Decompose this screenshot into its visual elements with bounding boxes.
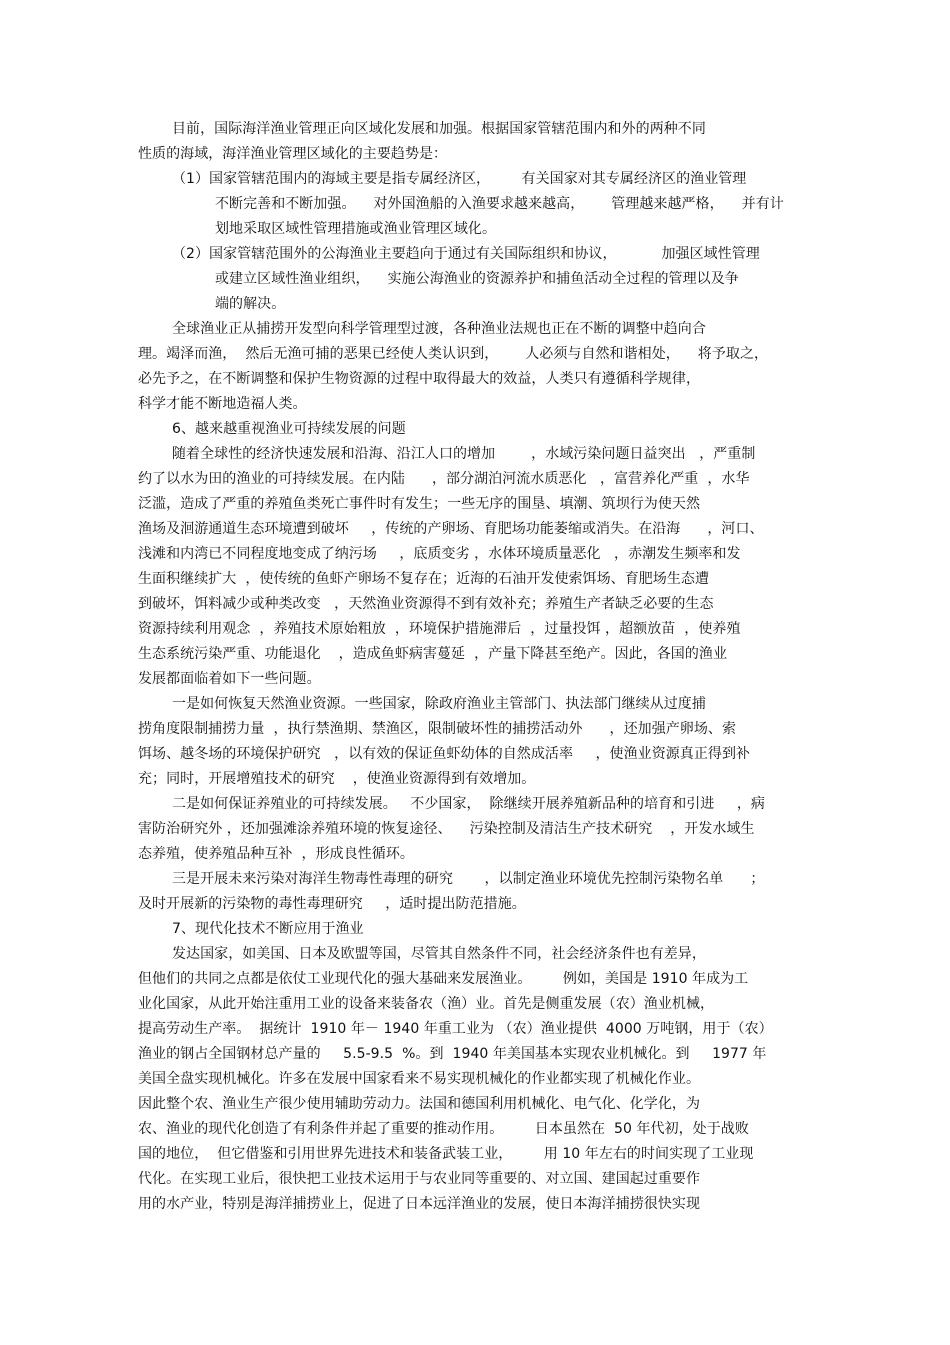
text-line: 农、渔业的现代化创造了有利条件并起了重要的推动作用。 日本虽然在 50 年代初，处于战败 (138, 1121, 749, 1137)
text-line: 渔业的钢占全国钢材总产量的 5.5-9.5 %。到 1940 年美国基本实现农业机械化。到 1977 年 (138, 1046, 767, 1062)
text-line: 但他们的共同之点都是依仗工业现代化的强大基础来发展渔业。 例如，美国是 1910 年成为工 (138, 971, 749, 987)
text-line: 目前，国际海洋渔业管理正向区域化发展和加强。根据国家管辖范围内和外的两种不同 (172, 121, 706, 137)
text-line: 代化。在实现工业后，很快把工业技术运用于与农业同等重要的、对立国、建国起过重要作 (138, 1171, 700, 1187)
text-line: 理。竭泽而渔， 然后无渔可捕的恶果已经使人类认识到， 人必须与自然和谐相处， 将予取之， (138, 346, 769, 362)
text-line: 二是如何保证养殖业的可持续发展。 不少国家， 除继续开展养殖新品种的培育和引进 ，病 (172, 796, 765, 812)
text-line: 态养殖，使养殖品种互补 ，形成良性循环。 (138, 846, 414, 862)
text-line: 发达国家，如美国、日本及欧盟等国，尽管其自然条件不同，社会经济条件也有差异， (172, 946, 706, 962)
text-line: 端的解决。 (215, 296, 286, 312)
text-line: （2）国家管辖范围外的公海渔业主要趋向于通过有关国际组织和协议， 加强区域性管理 (172, 246, 760, 262)
text-line: 发展都面临着如下一些问题。 (138, 671, 321, 687)
text-line: 科学才能不断地造福人类。 (138, 396, 307, 412)
text-line: 生面积继续扩大 ，使传统的鱼虾产卵场不复存在；近海的石油开发使索饵场、育肥场生态遭 (138, 571, 709, 587)
text-line: 渔场及洄游通道生态环境遭到破坏 ，传统的产卵场、育肥场功能萎缩或消失。在沿海 ，河口、 (138, 521, 764, 537)
text-line: 全球渔业正从捕捞开发型向科学管理型过渡，各种渔业法规也正在不断的调整中趋向合 (172, 321, 706, 337)
text-line: 泛滥，造成了严重的养殖鱼类死亡事件时有发生；一些无序的围垦、填潮、筑坝行为使天然 (138, 496, 700, 512)
text-line: 浅滩和内湾已不同程度地变成了纳污场 ，底质变劣 ，水体环境质量恶化 ，赤潮发生频率和发 (138, 546, 741, 562)
text-line: 饵场、越冬场的环境保护研究 ，以有效的保证鱼虾幼体的自然成活率 ，使渔业资源真正得到补 (138, 746, 751, 762)
text-line: 性质的海域，海洋渔业管理区域化的主要趋势是： (138, 146, 448, 162)
text-line: 用的水产业，特别是海洋捕捞业上，促进了日本远洋渔业的发展，使日本海洋捕捞很快实现 (138, 1196, 700, 1212)
text-line: 三是开展未来污染对海洋生物毒性毒理的研究 ，以制定渔业环境优先控制污染物名单 ； (172, 871, 765, 887)
text-line: 不断完善和不断加强。 对外国渔船的入渔要求越来越高， 管理越来越严格， 并有计 (215, 196, 784, 212)
text-line: 因此整个农、渔业生产很少使用辅助劳动力。法国和德国利用机械化、电气化、化学化，为 (138, 1096, 700, 1112)
text-line: 国的地位， 但它借鉴和引用世界先进技术和装备武装工业， 用 10 年左右的时间实现了工业现 (138, 1146, 754, 1162)
text-line: 美国全盘实现机械化。许多在发展中国家看来不易实现机械化的作业都实现了机械化作业。 (138, 1071, 700, 1087)
text-line: 提高劳动生产率。 据统计 1910 年－ 1940 年重工业为 （农）渔业提供 4000 万吨钢，用于（农） (138, 1021, 773, 1037)
text-line: 随着全球性的经济快速发展和沿海、沿江人口的增加 ，水域污染问题日益突出 ，严重制 (172, 446, 756, 462)
text-line: 生态系统污染严重、功能退化 ，造成鱼虾病害蔓延 ，产量下降甚至绝产。因此，各国的渔业 (138, 646, 727, 662)
text-line: 充；同时，开展增殖技术的研究 ，使渔业资源得到有效增加。 (138, 771, 536, 787)
text-line: 划地采取区域性管理措施或渔业管理区域化。 (215, 221, 496, 237)
text-line: 害防治研究外 ，还加强滩涂养殖环境的恢复途径、 污染控制及清洁生产技术研究 ，开发水域生 (138, 821, 755, 837)
text-line: 约了以水为田的渔业的可持续发展。在内陆 ，部分湖泊河流水质恶化 ，富营养化严重 ，水华 (138, 471, 750, 487)
text-line: 一是如何恢复天然渔业资源。一些国家，除政府渔业主管部门、执法部门继续从过度捕 (172, 696, 706, 712)
text-line: 及时开展新的污染物的毒性毒理研究 ，适时提出防范措施。 (138, 896, 526, 912)
text-line: 资源持续利用观念 ，养殖技术原始粗放 ，环境保护措施滞后 ，过量投饵 ，超额放苗 ，使养殖 (138, 621, 741, 637)
section-heading: 7、现代化技术不断应用于渔业 (172, 921, 364, 937)
text-line: 业化国家，从此开始注重用工业的设备来装备农（渔）业。首先是侧重发展（农）渔业机械， (138, 996, 715, 1012)
text-line: 到破坏，饵料减少或种类改变 ，天然渔业资源得不到有效补充；养殖生产者缺乏必要的生态 (138, 596, 714, 612)
section-heading: 6、越来越重视渔业可持续发展的问题 (172, 421, 406, 437)
text-line: 捞角度限制捕捞力量 ，执行禁渔期、禁渔区，限制破坏性的捕捞活动外 ，还加强产卵场、索 (138, 721, 736, 737)
text-line: （1）国家管辖范围内的海域主要是指专属经济区， 有关国家对其专属经济区的渔业管理 (172, 171, 747, 187)
text-line: 必先予之，在不断调整和保护生物资源的过程中取得最大的效益，人类只有遵循科学规律， (138, 371, 700, 387)
text-line: 或建立区域性渔业组织， 实施公海渔业的资源养护和捕鱼活动全过程的管理以及争 (215, 271, 739, 287)
